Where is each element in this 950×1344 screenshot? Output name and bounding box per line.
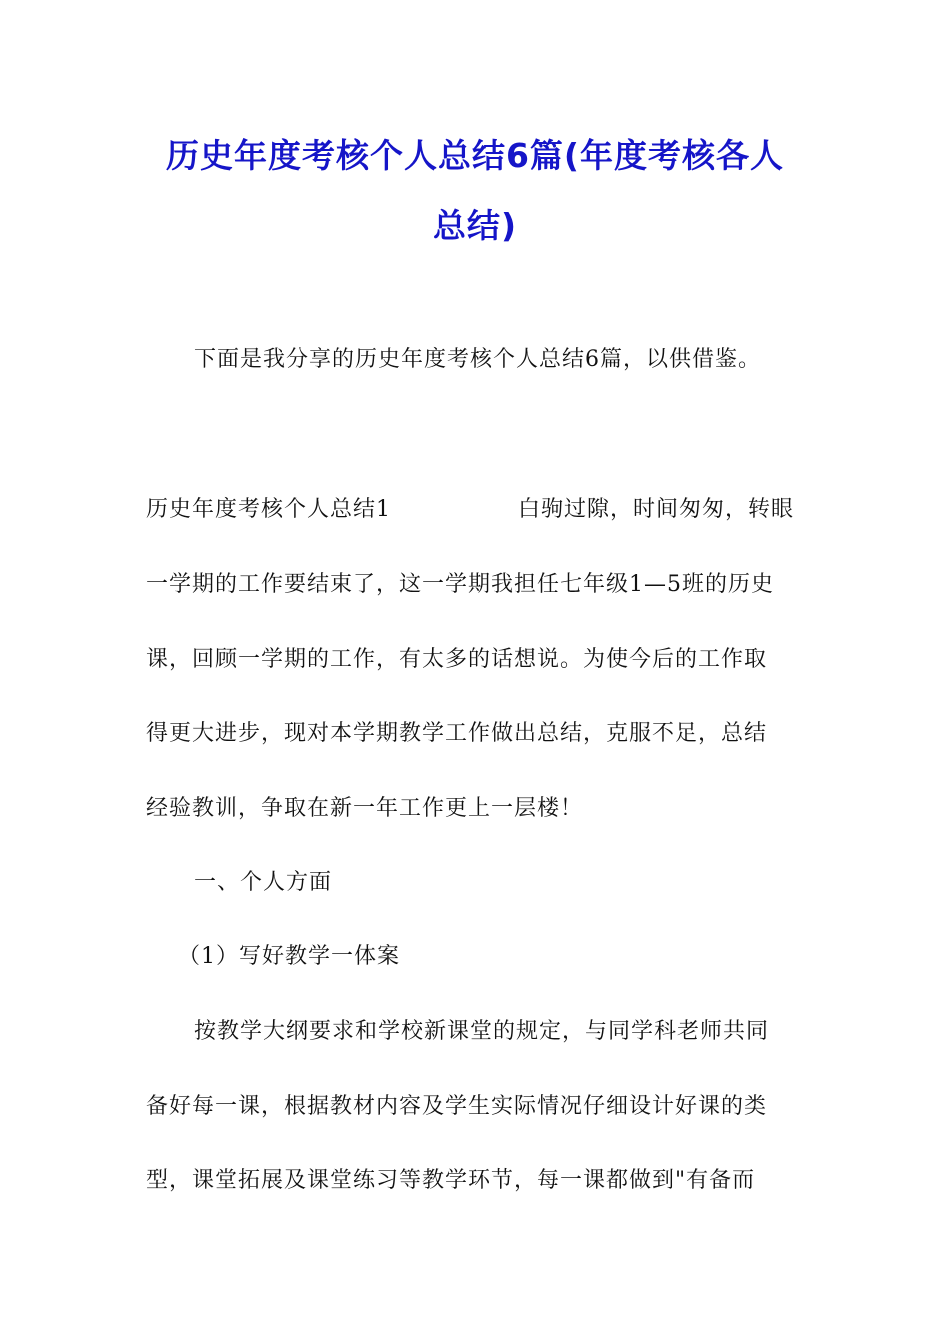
body-line: 课，回顾一学期的工作，有太多的话想说。为使今后的工作取 — [146, 647, 768, 672]
body-line: 白驹过隙，时间匆匆，转眼 — [518, 497, 795, 522]
section-heading: 历史年度考核个人总结1 — [146, 497, 391, 522]
body-line: 按教学大纲要求和学校新课堂的规定，与同学科老师共同 — [194, 1019, 770, 1044]
intro-paragraph: 下面是我分享的历史年度考核个人总结6篇，以供借鉴。 — [194, 347, 761, 372]
document-title-line-2: 总结) — [432, 206, 518, 245]
document-title-line-1: 历史年度考核个人总结6篇(年度考核各人 — [165, 136, 785, 175]
body-line: 型，课堂拓展及课堂练习等教学环节，每一课都做到"有备而 — [146, 1168, 756, 1193]
subheading-personal: 一、个人方面 — [194, 870, 333, 895]
body-line: 一学期的工作要结束了，这一学期我担任七年级1—5班的历史 — [146, 572, 774, 597]
body-line: 得更大进步，现对本学期教学工作做出总结，克服不足，总结 — [146, 721, 768, 746]
subheading-lesson-plan: （1）写好教学一体案 — [178, 944, 400, 969]
body-line: 备好每一课，根据教材内容及学生实际情况仔细设计好课的类 — [146, 1094, 768, 1119]
body-line: 经验教训，争取在新一年工作更上一层楼！ — [146, 796, 584, 821]
